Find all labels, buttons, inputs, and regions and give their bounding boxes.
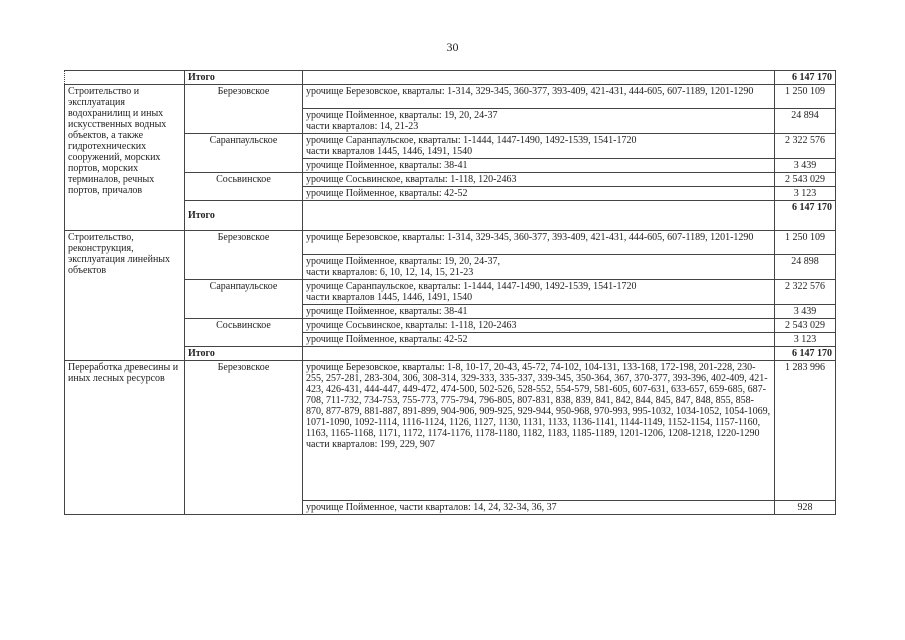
area-cell: 2 322 576 (775, 280, 836, 305)
location-cell (303, 109, 775, 134)
area-cell: 3 123 (775, 333, 836, 347)
forest-use-table (64, 70, 836, 515)
total-value: 6 147 170 (775, 71, 836, 85)
location-line: урочище Пойменное, кварталы: 42-52 (306, 188, 468, 199)
area-cell: 3 123 (775, 187, 836, 201)
forestry-name: Саранпаульское (185, 280, 303, 319)
area-cell: 24 898 (775, 255, 836, 280)
location-line: урочище Пойменное, кварталы: 19, 20, 24-37, (306, 256, 500, 267)
location-line: урочище Пойменное, части кварталов: 14, 24, 32-34, 36, 37 (306, 502, 557, 513)
location-line: урочище Пойменное, кварталы: 42-52 (306, 334, 468, 345)
location-cell (303, 187, 775, 201)
location-line: части кварталов: 199, 229, 907 (306, 439, 435, 450)
location-line: части кварталов: 14, 21-23 (306, 121, 419, 132)
location-line: урочище Березовское, кварталы: 1-314, 329-345, 360-377, 393-409, 421-431, 444-605, 607-1189, 1201-1290 (306, 232, 754, 243)
activity-cell: Строительство, реконструкция, эксплуатация линейных объектов (65, 231, 185, 361)
table-row (65, 231, 836, 255)
total-label: Итого (185, 71, 303, 85)
area-cell: 1 283 996 (775, 361, 836, 501)
location-cell (303, 361, 775, 501)
total-row (65, 71, 836, 85)
area-cell: 3 439 (775, 305, 836, 319)
activity-cell: Строительство и эксплуатация водохранилищ и иных искусственных водных объектов, а также гидротехнических сооружений, морских портов, морских терминалов, речных портов, причалов (65, 85, 185, 231)
forestry-name: Саранпаульское (185, 134, 303, 173)
location-cell (303, 305, 775, 319)
total-value: 6 147 170 (775, 201, 836, 231)
total-label: Итого (185, 201, 303, 231)
forestry-name: Сосьвинское (185, 319, 303, 347)
location-line: части кварталов 1445, 1446, 1491, 1540 (306, 146, 473, 157)
location-cell (303, 231, 775, 255)
area-cell: 1 250 109 (775, 231, 836, 255)
location-cell (303, 134, 775, 159)
forestry-name: Березовское (185, 231, 303, 280)
location-cell (303, 501, 775, 515)
location-cell (303, 159, 775, 173)
location-line: урочище Березовское, кварталы: 1-314, 329-345, 360-377, 393-409, 421-431, 444-605, 607-1189, 1201-1290 (306, 86, 754, 97)
location-line: части кварталов 1445, 1446, 1491, 1540 (306, 292, 473, 303)
area-cell: 24 894 (775, 109, 836, 134)
location-line: урочище Пойменное, кварталы: 38-41 (306, 160, 468, 171)
location-line: урочище Сосьвинское, кварталы: 1-118, 120-2463 (306, 174, 517, 185)
location-cell (303, 173, 775, 187)
location-line: урочище Саранпаульское, кварталы: 1-1444, 1447-1490, 1492-1539, 1541-1720 (306, 135, 637, 146)
location-cell (303, 333, 775, 347)
total-label: Итого (185, 347, 303, 361)
area-cell: 3 439 (775, 159, 836, 173)
forestry-name: Сосьвинское (185, 173, 303, 201)
forestry-name: Березовское (185, 85, 303, 134)
location-line: урочище Пойменное, кварталы: 19, 20, 24-37 (306, 110, 498, 121)
location-line: части кварталов: 6, 10, 12, 14, 15, 21-23 (306, 267, 474, 278)
area-cell: 2 322 576 (775, 134, 836, 159)
area-cell: 2 543 029 (775, 173, 836, 187)
location-line: урочище Пойменное, кварталы: 38-41 (306, 306, 468, 317)
location-cell (303, 255, 775, 280)
location-cell (303, 319, 775, 333)
table-row (65, 85, 836, 109)
location-line: урочище Сосьвинское, кварталы: 1-118, 120-2463 (306, 320, 517, 331)
area-cell: 2 543 029 (775, 319, 836, 333)
location-cell (303, 85, 775, 109)
page-number: 30 (446, 40, 459, 54)
location-line: урочище Саранпаульское, кварталы: 1-1444, 1447-1490, 1492-1539, 1541-1720 (306, 281, 637, 292)
area-cell: 928 (775, 501, 836, 515)
area-cell: 1 250 109 (775, 85, 836, 109)
total-value: 6 147 170 (775, 347, 836, 361)
location-line: урочище Березовское, кварталы: 1-8, 10-17, 20-43, 45-72, 74-102, 104-131, 133-168, 172-198, 201-228, 230-255, 257-281, 283-304, 306, 308-314, 329-333, 335-337, 339-345, 350-364, 367, 370-377, 393-396, 402-409, 421-423, 426-431, 444-447, 449-472, 474-500, 502-526, 528-552, 554-579, 581-605, 607-631, 633-657, 659-685, 687-708, 711-732, 734-753, 755-773, 775-794, 796-805, 807-831, 838, 839, 841, 842, 844, 845, 847, 848, 855, 858-870, 877-879, 881-887, 891-899, 904-906, 909-925, 929-944, 950-968, 970-993, 995-1032, 1034-1052, 1054-1069, 1071-1090, 1092-1114, 1116-1124, 1126, 1127, 1130, 1131, 1133, 1136-1141, 1144-1149, 1152-1154, 1157-1160, 1163, 1165-1168, 1171, 1172, 1174-1176, 1178-1180, 1182, 1183, 1185-1189, 1201-1206, 1208-1218, 1220-1290 (306, 362, 771, 439)
forestry-name: Березовское (185, 361, 303, 515)
activity-cell: Переработка древесины и иных лесных ресурсов (65, 361, 185, 515)
table-row (65, 361, 836, 501)
location-cell (303, 280, 775, 305)
